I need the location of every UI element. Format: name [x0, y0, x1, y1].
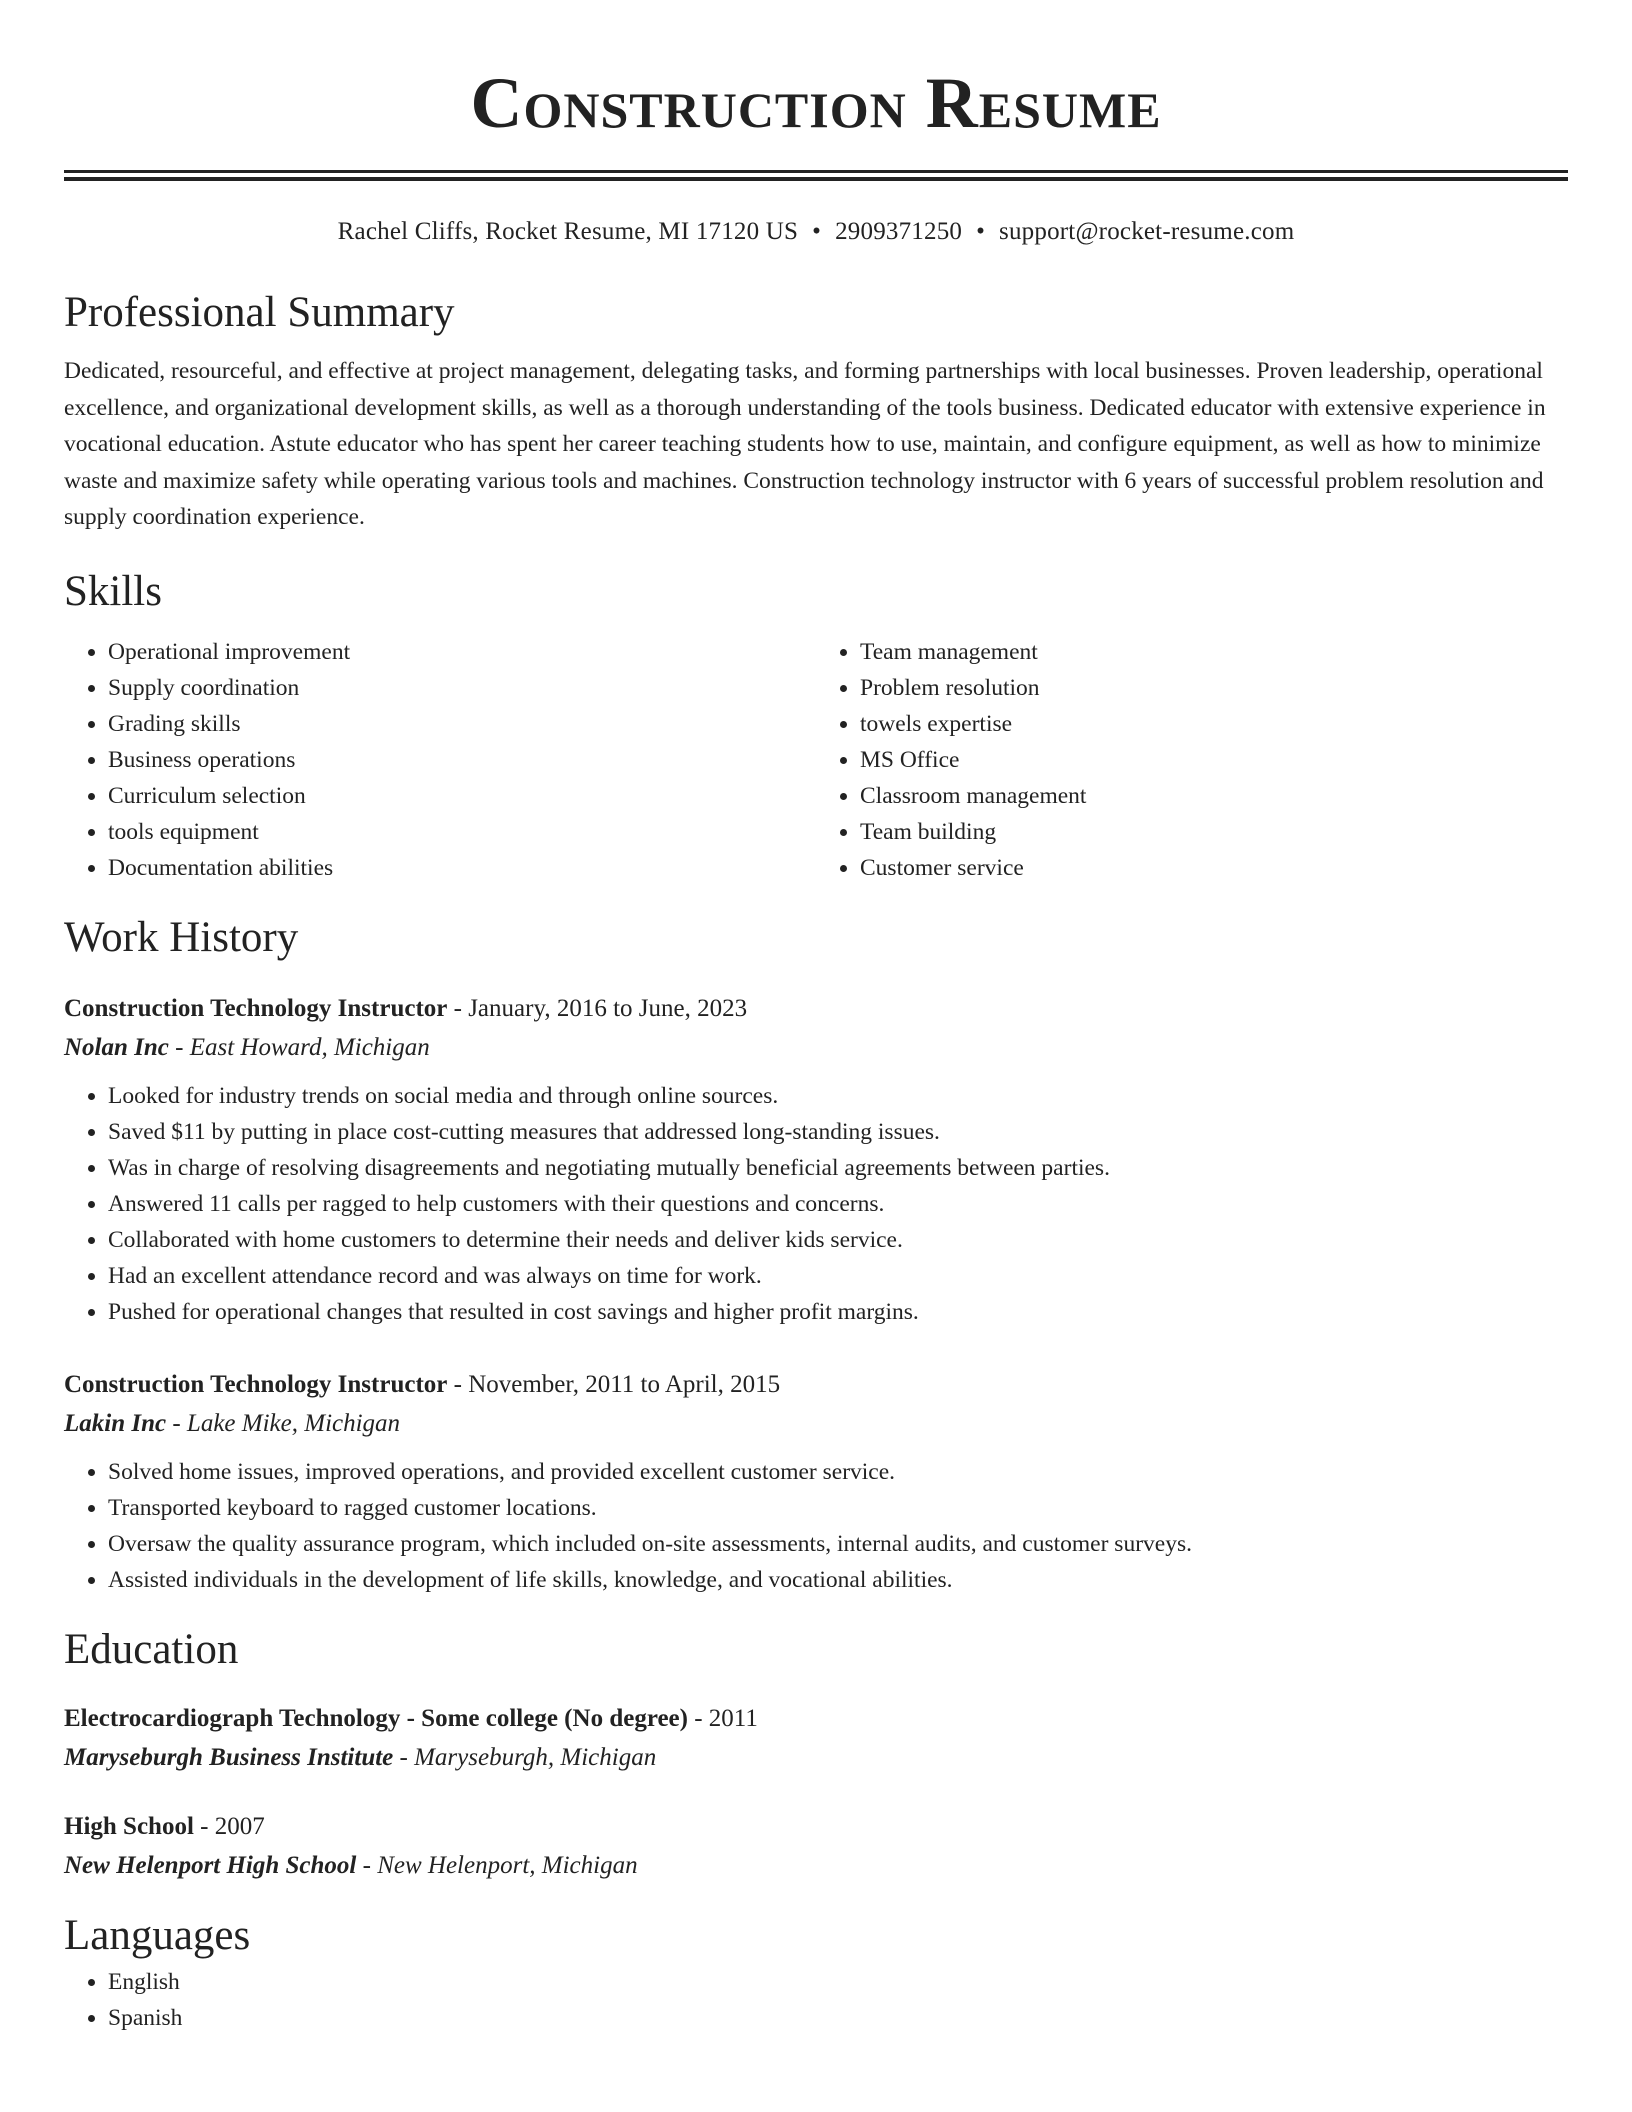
languages-list — [64, 1964, 1568, 2036]
skill-item: • Grading skills — [108, 706, 816, 742]
job-dates: - January, 2016 to June, 2023 — [447, 994, 748, 1022]
job-duties — [64, 1454, 1568, 1598]
education-degree-line — [64, 1700, 1568, 1738]
language-item: • English — [108, 1964, 1568, 2000]
summary-heading: Professional Summary — [64, 289, 455, 336]
skill-item: • Classroom management — [860, 778, 1568, 814]
summary-text: Dedicated, resourceful, and effective at project management, delegating tasks, and forming partnerships with local businesses. Proven leadership, operational excellence, and organizational development skills, as well as a thorough understanding of the tools business. Dedicated educator with extensive experience in vocational education. Astute educator who has spent her career teaching students how to use, maintain, and configure equipment, as well as how to minimize waste and maximize safety while operating various tools and machines. Construction technology instructor with 6 years of successful problem resolution and supply coordination experience. — [64, 358, 1546, 530]
education-degree-line — [64, 1808, 1568, 1846]
skill-item: • MS Office — [860, 742, 1568, 778]
education-degree: High School — [64, 1812, 194, 1840]
job-duty: • Saved $11 by putting in place cost-cutting measures that addressed long-standing issues. — [108, 1114, 1568, 1150]
skill-item: • Operational improvement — [108, 634, 816, 670]
skill-item: • Documentation abilities — [108, 850, 816, 886]
job-company-line — [64, 1404, 1568, 1444]
job-company: Lakin Inc — [64, 1409, 167, 1437]
contact-email: support@rocket-resume.com — [999, 218, 1295, 245]
skill-item: • Customer service — [860, 850, 1568, 886]
job-duties — [64, 1078, 1568, 1330]
job-duty: • Was in charge of resolving disagreements and negotiating mutually beneficial agreements between parties. — [108, 1150, 1568, 1186]
job-dates: - November, 2011 to April, 2015 — [447, 1370, 781, 1398]
education-school-line — [64, 1738, 1568, 1778]
languages-heading: Languages — [64, 1911, 251, 1959]
skill-item: • Curriculum selection — [108, 778, 816, 814]
skill-item: • Team management — [860, 634, 1568, 670]
job-role-line — [64, 990, 1568, 1028]
job-duty: • Oversaw the quality assurance program, which included on-site assessments, internal audits, and customer surveys. — [108, 1526, 1568, 1562]
job-company-line — [64, 1028, 1568, 1068]
education-year: - 2011 — [687, 1704, 758, 1732]
job-company: Nolan Inc — [64, 1033, 169, 1061]
resume-title: Construction Resume — [470, 63, 1162, 143]
contact-address: Rachel Cliffs, Rocket Resume, MI 17120 US — [337, 218, 799, 245]
skill-item: • Business operations — [108, 742, 816, 778]
education-location: - New Helenport, Michigan — [356, 1851, 638, 1879]
education-entry — [64, 1700, 1568, 1778]
skill-item: • Team building — [860, 814, 1568, 850]
education-entry — [64, 1808, 1568, 1886]
education-degree: Electrocardiograph Technology - Some college (No degree) — [64, 1704, 688, 1732]
job-duty: • Solved home issues, improved operations, and provided excellent customer service. — [108, 1454, 1568, 1490]
job-location: - Lake Mike, Michigan — [166, 1409, 401, 1437]
job-entry — [64, 1366, 1568, 1598]
skills-list-left — [64, 634, 816, 886]
job-duty: • Collaborated with home customers to determine their needs and deliver kids service. — [108, 1222, 1568, 1258]
title-divider — [64, 170, 1568, 181]
language-item: • Spanish — [108, 2000, 1568, 2036]
job-title: Construction Technology Instructor — [64, 994, 448, 1022]
job-duty: • Pushed for operational changes that resulted in cost savings and higher profit margins. — [108, 1294, 1568, 1330]
job-duty: • Had an excellent attendance record and was always on time for work. — [108, 1258, 1568, 1294]
education-year: - 2007 — [193, 1812, 265, 1840]
skill-item: • Problem resolution — [860, 670, 1568, 706]
skill-item: • tools equipment — [108, 814, 816, 850]
work-history-heading: Work History — [64, 913, 299, 961]
education-location: - Maryseburgh, Michigan — [393, 1743, 657, 1771]
job-duty: • Transported keyboard to ragged customer locations. — [108, 1490, 1568, 1526]
contact-phone: 2909371250 — [835, 218, 963, 245]
education-school: New Helenport High School — [64, 1851, 357, 1879]
skills-columns — [64, 634, 1568, 886]
skill-item: • Supply coordination — [108, 670, 816, 706]
job-duty: • Answered 11 calls per ragged to help customers with their questions and concerns. — [108, 1186, 1568, 1222]
contact-separator: • — [976, 218, 986, 245]
job-title: Construction Technology Instructor — [64, 1370, 448, 1398]
contact-separator: • — [812, 218, 822, 245]
job-duty: • Assisted individuals in the development of life skills, knowledge, and vocational abilities. — [108, 1562, 1568, 1598]
education-school: Maryseburgh Business Institute — [64, 1743, 394, 1771]
job-entry — [64, 990, 1568, 1330]
job-duty: • Looked for industry trends on social media and through online sources. — [108, 1078, 1568, 1114]
job-location: - East Howard, Michigan — [168, 1033, 430, 1061]
skill-item: • towels expertise — [860, 706, 1568, 742]
education-heading: Education — [64, 1625, 239, 1673]
job-role-line — [64, 1366, 1568, 1404]
education-school-line — [64, 1846, 1568, 1886]
skills-list-right — [816, 634, 1568, 886]
skills-heading: Skills — [64, 567, 162, 615]
contact-line — [64, 215, 1568, 249]
